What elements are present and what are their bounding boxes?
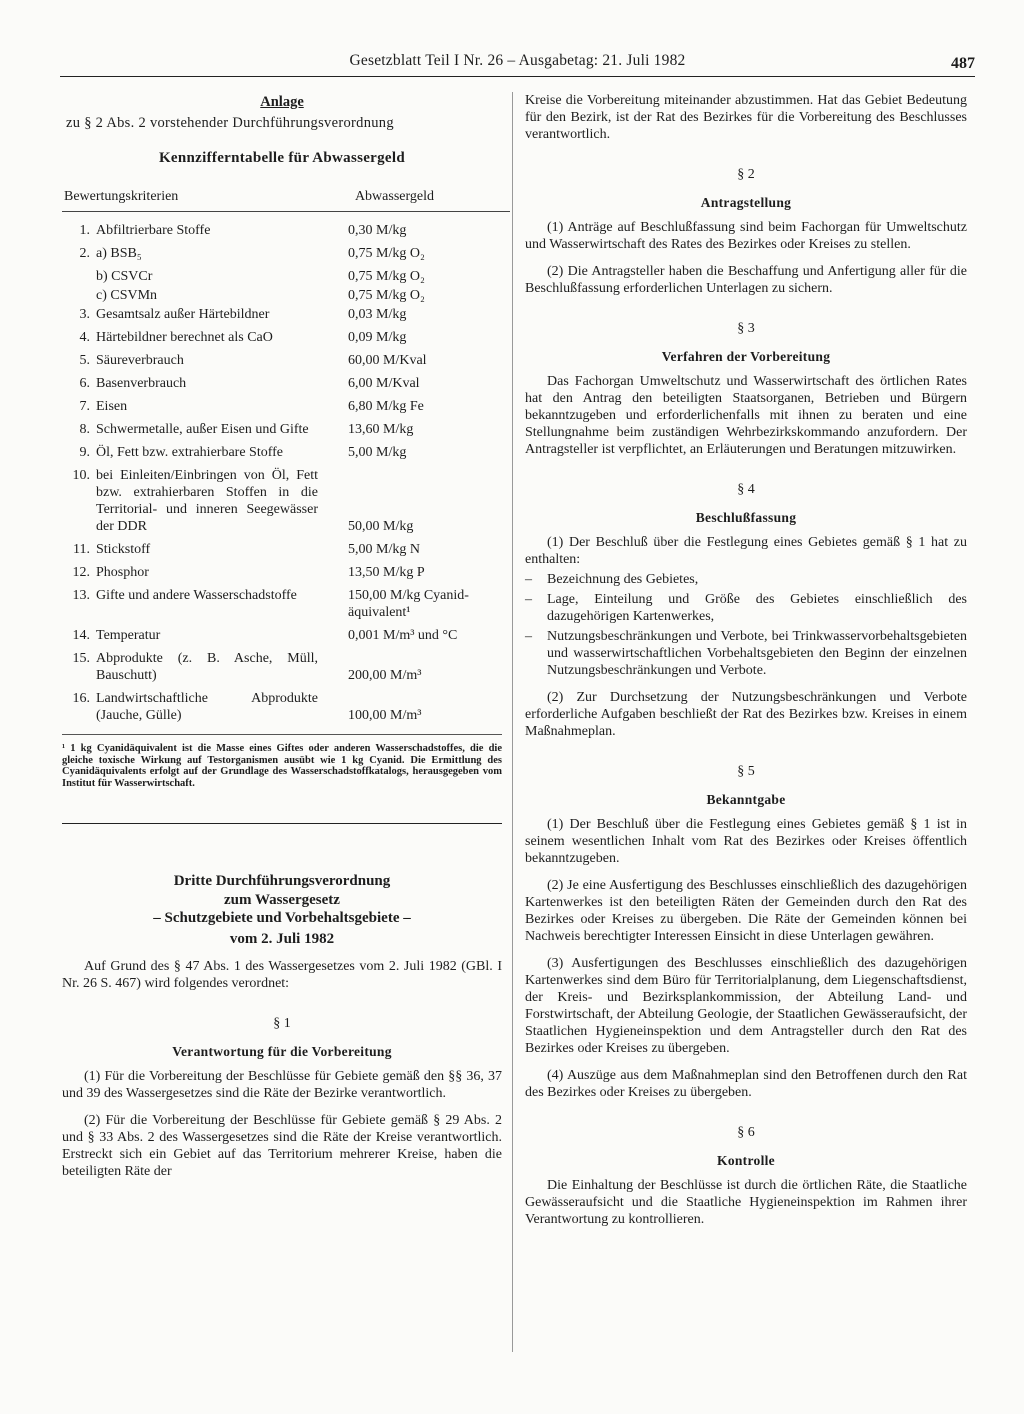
column-rule: [512, 92, 513, 1352]
anlage-title: Anlage: [260, 94, 304, 110]
row-criterion: Gesamtsalz außer Härtebildner: [96, 307, 270, 322]
section-5-number: § 5: [737, 764, 755, 779]
row-number: 7.: [79, 399, 90, 414]
table-row: [62, 627, 502, 644]
table-row: [62, 541, 502, 558]
section-3-number: § 3: [737, 321, 755, 336]
list-item: – Nutzungsbeschränkungen und Verbote, bei Trinkwasservorbehaltsgebieten und wasserwirtschaftlichen Vorbehaltsgebieten den Beginn der einzelnen Nutzungsbeschränkungen und Verbote.: [525, 629, 967, 678]
list-item-text: Bezeichnung des Gebietes,: [547, 572, 699, 587]
section-3-title: Verfahren der Vorbereitung: [661, 349, 831, 364]
row-criterion: b) CSVCr: [96, 269, 153, 284]
row-number: 3.: [79, 307, 90, 322]
list-item-text: Lage, Einteilung und Größe des Gebietes einschließlich des dazugehörigen Kartenwerkes,: [547, 592, 967, 624]
row-fee: 100,00 M/m³: [348, 708, 422, 723]
row-criterion: Abprodukte (z. B. Asche, Müll, Bauschutt): [96, 651, 318, 683]
section-1-title: Verantwortung für die Vorbereitung: [172, 1044, 392, 1059]
anlage-subtitle: zu § 2 Abs. 2 vorstehender Durchführungsverordnung: [66, 115, 394, 131]
section-6-title: Kontrolle: [717, 1153, 775, 1168]
row-fee: 0,03 M/kg: [348, 307, 407, 322]
section-4-number: § 4: [737, 482, 755, 497]
table-row: [62, 329, 502, 346]
left-column: [62, 92, 502, 1180]
section-6-paragraph-1: Die Einhaltung der Beschlüsse ist durch die örtlichen Räte, die Staatliche Gewässeraufsicht und die Staatliche Hygieneinspektion im Rahmen ihrer Verantwortung zu kontrollieren.: [525, 1178, 967, 1227]
page-number: 487: [951, 55, 975, 72]
row-fee: 150,00 M/kg Cyanid- äquivalent¹: [348, 588, 469, 620]
row-fee: 0,75 M/kg O₂: [348, 246, 425, 261]
section-1-paragraph-2-continued: Kreise die Vorbereitung miteinander abzustimmen. Hat das Gebiet Bedeutung für den Bezirk, ist der Rat des Bezirkes für die Vorbereitung des Beschlusses verantwortlich.: [525, 93, 967, 142]
section-1-number: § 1: [273, 1016, 291, 1031]
row-criterion: Abfiltrierbare Stoffe: [96, 223, 211, 238]
table-row: [62, 222, 502, 239]
row-fee: 0,09 M/kg: [348, 330, 407, 345]
table-row: [62, 306, 502, 323]
section-2-paragraph-2: (2) Die Antragsteller haben die Beschaffung und Anfertigung aller für die Beschlußfassung erforderlichen Unterlagen zu sichern.: [525, 264, 967, 296]
row-criterion: Temperatur: [96, 628, 161, 643]
row-criterion: Gifte und andere Wasserschadstoffe: [96, 588, 297, 603]
section-1-paragraph-1: (1) Für die Vorbereitung der Beschlüsse für Gebiete gemäß den §§ 36, 37 und 39 des Wassergesetzes sind die Räte der Bezirke verantwortlich.: [62, 1069, 502, 1101]
row-number: 12.: [72, 565, 90, 580]
row-fee: 0,001 M/m³ und °C: [348, 628, 458, 643]
row-fee: 50,00 M/kg: [348, 519, 414, 534]
section-4-paragraph-2: (2) Zur Durchsetzung der Nutzungsbeschränkungen und Verbote erforderliche Aufgaben beschließt der Rat des Bezirkes bzw. Kreises in einem Maßnahmeplan.: [525, 690, 967, 739]
section-5-paragraph-4: (4) Auszüge aus dem Maßnahmeplan sind den Betroffenen durch den Rat des Bezirkes oder Kreises zu übergeben.: [525, 1068, 967, 1100]
table-row: [62, 421, 502, 438]
section-5-title: Bekanntgabe: [706, 792, 786, 807]
row-fee: 13,60 M/kg: [348, 422, 414, 437]
row-fee: 13,50 M/kg P: [348, 565, 425, 580]
row-number: 11.: [73, 542, 90, 557]
row-criterion: Stickstoff: [96, 542, 151, 557]
table-row: [62, 268, 502, 285]
row-fee: 5,00 M/kg: [348, 445, 407, 460]
row-criterion: bei Einleiten/Einbringen von Öl, Fett bzw. extrahierbaren Stoffen in die Territorial- und inneren Seegewässer der DDR: [96, 468, 318, 534]
table-title: Kennzifferntabelle für Abwassergeld: [158, 150, 406, 166]
row-number: 13.: [72, 588, 90, 603]
row-fee: 6,00 M/Kval: [348, 376, 420, 391]
table-row: [62, 690, 502, 724]
section-4-list: [525, 571, 967, 679]
section-4-title: Beschlußfassung: [695, 510, 797, 525]
row-criterion: Eisen: [96, 399, 128, 414]
row-number: 10.: [72, 468, 90, 483]
row-criterion: a) BSB₅: [96, 246, 142, 261]
row-number: 16.: [72, 691, 90, 706]
row-criterion: Öl, Fett bzw. extrahierbare Stoffe: [96, 445, 283, 460]
row-criterion: Säureverbrauch: [96, 353, 184, 368]
section-2-number: § 2: [737, 167, 755, 182]
regulation-title-line2: zum Wassergesetz: [224, 892, 340, 908]
row-criterion: Schwermetalle, außer Eisen und Gifte: [96, 422, 309, 437]
table-row: [62, 287, 502, 304]
row-number: 14.: [72, 628, 90, 643]
row-fee: 0,30 M/kg: [348, 223, 407, 238]
row-fee: 5,00 M/kg N: [348, 542, 420, 557]
row-number: 5.: [79, 353, 90, 368]
section-5-paragraph-2: (2) Je eine Ausfertigung des Beschlusses einschließlich des dazugehörigen Kartenwerkes ist den beteiligten Räten der Gemeinden durch den Rat des Bezirkes oder Kreises zu übergeben. Die Räte der Gemeinden können bei Nachweis berechtigter Interessen Einsicht in diese Unterlagen gewähren.: [525, 878, 967, 944]
table-row: [62, 375, 502, 392]
table-row: [62, 245, 502, 262]
list-item-text: Nutzungsbeschränkungen und Verbote, bei Trinkwasservorbehaltsgebieten und wasserwirtschaftlichen Vorbehaltsgebieten den Beginn der einzelnen Nutzungsbeschränkungen und Verbote.: [547, 629, 967, 678]
section-5-paragraph-3: (3) Ausfertigungen des Beschlusses einschließlich des dazugehörigen Kartenwerkes sind dem Büro für Territorialplanung, dem Liegenschaftsdienst, der Kreis- und Bezirksplankommission, der Abteilung Land- und Forstwirtschaft, der Abteilung Geologie, der Staatlichen Gewässeraufsicht, der Staatlichen Hygieneinspektion und dem Antragsteller durch den Rat des Bezirkes oder Kreises zu übergeben.: [525, 956, 967, 1056]
table-row: [62, 650, 502, 684]
table-row: [62, 398, 502, 415]
regulation-title: [62, 872, 502, 910]
section-1-paragraph-2: (2) Für die Vorbereitung der Beschlüsse für Gebiete gemäß § 29 Abs. 2 und § 33 Abs. 2 des Wassergesetzes sind die Räte der Kreise verantwortlich. Erstreckt sich ein Gebiet auf das Territorium mehrerer Kreise, haben die beteiligten Räte der: [62, 1113, 502, 1179]
table-row: [62, 352, 502, 369]
row-fee: 60,00 M/Kval: [348, 353, 427, 368]
row-number: 6.: [79, 376, 90, 391]
row-number: 9.: [79, 445, 90, 460]
section-2-title: Antragstellung: [700, 195, 792, 210]
row-number: 2.: [79, 246, 90, 261]
table-row: [62, 587, 502, 621]
row-number: 1.: [79, 223, 90, 238]
row-number: 4.: [79, 330, 90, 345]
row-fee: 6,80 M/kg Fe: [348, 399, 424, 414]
table-header: [62, 189, 510, 212]
table-row: [62, 444, 502, 461]
list-item: – Lage, Einteilung und Größe des Gebietes einschließlich des dazugehörigen Kartenwerkes,: [525, 592, 967, 624]
header-title: Gesetzblatt Teil I Nr. 26 – Ausgabetag: 21. Juli 1982: [349, 52, 686, 69]
row-number: 15.: [72, 651, 90, 666]
table-row: [62, 467, 502, 535]
row-fee: 0,75 M/kg O₂: [348, 288, 425, 303]
regulation-date: vom 2. Juli 1982: [229, 931, 335, 947]
row-fee: 200,00 M/m³: [348, 668, 422, 683]
row-criterion: Phosphor: [96, 565, 149, 580]
section-6-number: § 6: [737, 1125, 755, 1140]
section-divider: [62, 823, 502, 824]
section-4-paragraph-1: (1) Der Beschluß über die Festlegung eines Gebietes gemäß § 1 hat zu enthalten:: [525, 535, 967, 567]
column-header-fee: Abwassergeld: [354, 189, 434, 204]
regulation-subtitle: – Schutzgebiete und Vorbehaltsgebiete –: [153, 910, 411, 926]
row-criterion: Basenverbrauch: [96, 376, 187, 391]
right-column: [525, 92, 967, 1228]
section-2-paragraph-1: (1) Anträge auf Beschlußfassung sind beim Fachorgan für Umweltschutz und Wasserwirtschaft des Rates des Bezirkes oder Kreises zu stellen.: [525, 220, 967, 252]
row-criterion: Härtebildner berechnet als CaO: [96, 330, 273, 345]
row-number: 8.: [79, 422, 90, 437]
row-criterion: c) CSVMn: [96, 288, 158, 303]
regulation-title-line1: Dritte Durchführungsverordnung: [173, 873, 391, 889]
row-criterion: Landwirtschaftliche Abprodukte (Jauche, Gülle): [96, 691, 318, 723]
table-row: [62, 564, 502, 581]
section-3-paragraph-1: Das Fachorgan Umweltschutz und Wasserwirtschaft des örtlichen Rates hat den Antrag den beteiligten Staatsorganen, Betrieben und Bürgern bekanntzugeben und erforderlichenfalls mit ihnen zu beraten und eine Stellungnahme beim zuständigen Wehrbezirkskommando anzufordern. Der Antragsteller ist verpflichtet, an Erläuterungen und Beratungen mitzuwirken.: [525, 374, 967, 457]
footnote: ¹ 1 kg Cyanidäquivalent ist die Masse eines Giftes oder anderen Wasserschadstoffes, die die gleiche toxische Wirkung auf Testorganismen ausübt wie 1 kg Cyanid. Die Ermittlung des Cyanidäquivalents erfolgt auf der Grundlage des Wasserschadstoffkatalogs, herausgegeben vom Institut für Wasserwirtschaft.: [62, 734, 502, 789]
preamble: Auf Grund des § 47 Abs. 1 des Wassergesetzes vom 2. Juli 1982 (GBl. I Nr. 26 S. 467) wird folgendes verordnet:: [62, 959, 502, 991]
column-header-criteria: Bewertungskriterien: [64, 189, 179, 204]
criteria-table: [62, 222, 502, 724]
page-header: [60, 52, 975, 77]
row-fee: 0,75 M/kg O₂: [348, 269, 425, 284]
list-item: – Bezeichnung des Gebietes,: [525, 572, 699, 587]
section-5-paragraph-1: (1) Der Beschluß über die Festlegung eines Gebietes gemäß § 1 ist in seinem wesentlichen Inhalt vom Rat des Bezirkes oder Kreises öffentlich bekanntzugeben.: [525, 817, 967, 866]
